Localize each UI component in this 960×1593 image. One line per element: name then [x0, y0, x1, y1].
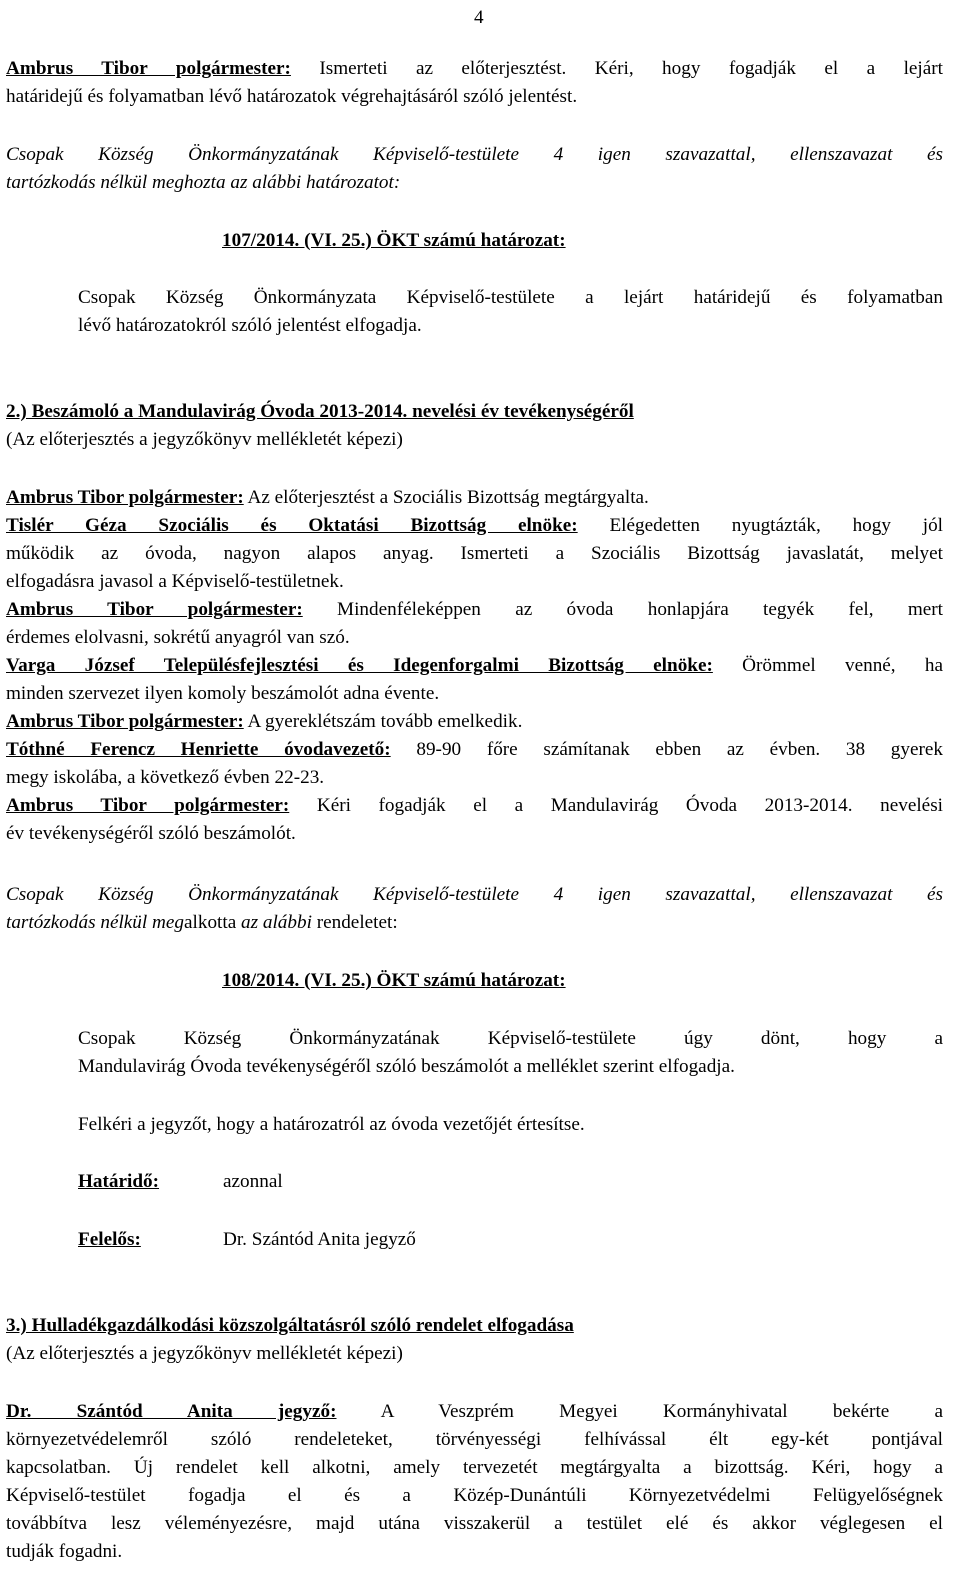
vote-text: tartózkodás nélkül meghozta az alábbi határozatot: [6, 172, 401, 193]
speaker-name: Tislér Géza Szociális és Oktatási Bizottság elnöke: [6, 515, 578, 536]
agenda-item-subtitle: (Az előterjesztés a jegyzőkönyv mellékletét képezi) [6, 1343, 403, 1364]
vote-text: Csopak Község Önkormányzatának Képviselő-testülete 4 igen szavazattal, ellenszavazat és [6, 884, 943, 905]
speaker-paragraph [6, 484, 943, 512]
vote-text: tartózkodás nélkül meg [6, 912, 184, 933]
deadline-value: azonnal [223, 1171, 283, 1192]
speech-text: elfogadásra javasol a Képviselő-testületnek. [6, 571, 344, 592]
resolution-body [78, 284, 943, 340]
page-number: 4 [474, 7, 484, 28]
speech-text: határidejű és folyamatban lévő határozatok végrehajtásáról szóló jelentést. [6, 86, 578, 107]
speaker-paragraph [6, 736, 943, 792]
vote-text: az alábbi [236, 912, 317, 933]
speech-text: tudják fogadni. [6, 1541, 123, 1562]
resolution-text: lévő határozatokról szóló jelentést elfogadja. [78, 315, 422, 336]
speech-text: Mindenféleképpen az óvoda honlapjára tegyék fel, mert [302, 599, 943, 620]
resolution-text: Csopak Község Önkormányzata Képviselő-testülete a lejárt határidejű és folyamatban [78, 287, 943, 308]
speech-text: Örömmel venné, ha [712, 655, 944, 676]
speech-text: A Veszprém Megyei Kormányhivatal bekérte a [336, 1401, 944, 1422]
speech-text: környezetvédelemről szóló rendeleteket, törvényességi felhívással élt egy-két pontjával [6, 1429, 943, 1450]
speech-text: érdemes elolvasni, sokrétű anyagról van szó. [6, 627, 350, 648]
speaker-name: Tóthné Ferencz Henriette óvodavezető: [6, 739, 391, 760]
speech-text: A gyereklétszám tovább emelkedik. [243, 711, 523, 732]
resolution-text: Csopak Község Önkormányzatának Képviselő-testülete úgy dönt, hogy a [78, 1028, 943, 1049]
speaker-paragraph [6, 708, 943, 736]
resolution-text: Mandulavirág Óvoda tevékenységéről szóló beszámolót a melléklet szerint elfogadja. [78, 1056, 735, 1077]
speech-text: Elégedetten nyugtázták, hogy jól [577, 515, 944, 536]
speech-text: 89-90 főre számítanak ebben az évben. 38 gyerek [390, 739, 943, 760]
agenda-item-subtitle: (Az előterjesztés a jegyzőkönyv mellékletét képezi) [6, 429, 403, 450]
agenda-item-title: 2.) Beszámoló a Mandulavirág Óvoda 2013-2014. nevelési év tevékenységéről [6, 401, 634, 422]
resolution-title: 107/2014. (VI. 25.) ÖKT számú határozat: [222, 230, 566, 251]
resolution-body [78, 1025, 943, 1081]
responsible-label: Felelős: [78, 1229, 141, 1250]
vote-statement [6, 141, 943, 197]
resolution-text: Felkéri a jegyzőt, hogy a határozatról az óvoda vezetőjét értesítse. [78, 1114, 585, 1135]
vote-statement [6, 881, 943, 937]
speaker-name: Varga József Településfejlesztési és Idegenforgalmi Bizottság elnöke: [6, 655, 713, 676]
speaker-name: Dr. Szántód Anita jegyző: [6, 1401, 337, 1422]
speech-text: év tevékenységéről szóló beszámolót. [6, 823, 296, 844]
speech-text: működik az óvoda, nagyon alapos anyag. Ismerteti a Szociális Bizottság javaslatát, melyet [6, 543, 943, 564]
speaker-name: Ambrus Tibor polgármester: [6, 58, 291, 79]
speaker-paragraph [6, 1398, 943, 1566]
speaker-name: Ambrus Tibor polgármester: [6, 795, 290, 816]
vote-text: alkotta [184, 912, 237, 933]
speaker-name: Ambrus Tibor polgármester: [6, 711, 244, 732]
speech-text: továbbítva lesz véleményezésre, majd utána visszakerül a testület elé és akkor véglegesen el [6, 1513, 943, 1534]
responsible-value: Dr. Szántód Anita jegyző [223, 1229, 416, 1250]
speaker-paragraph [6, 55, 943, 111]
speaker-paragraph [6, 652, 943, 708]
agenda-item-title: 3.) Hulladékgazdálkodási közszolgáltatásról szóló rendelet elfogadása [6, 1315, 574, 1336]
speech-text: Ismerteti az előterjesztést. Kéri, hogy fogadják el a lejárt [290, 58, 943, 79]
speech-text: Kéri fogadják el a Mandulavirág Óvoda 2013-2014. nevelési [289, 795, 943, 816]
speaker-paragraph [6, 792, 943, 848]
vote-text: rendeletet: [316, 912, 398, 933]
speaker-name: Ambrus Tibor polgármester: [6, 599, 303, 620]
speech-text: minden szervezet ilyen komoly beszámolót adna évente. [6, 683, 440, 704]
discussion-block [6, 484, 943, 848]
speech-text: megy iskolába, a következő évben 22-23. [6, 767, 325, 788]
speaker-name: Ambrus Tibor polgármester: [6, 487, 244, 508]
speaker-paragraph [6, 512, 943, 596]
vote-text: Csopak Község Önkormányzatának Képviselő-testülete 4 igen szavazattal, ellenszavazat és [6, 144, 943, 165]
deadline-label: Határidő: [78, 1171, 160, 1192]
resolution-title: 108/2014. (VI. 25.) ÖKT számú határozat: [222, 970, 566, 991]
speech-text: Képviselő-testület fogadja el és a Közép-Dunántúli Környezetvédelmi Felügyelőségnek [6, 1485, 943, 1506]
speech-text: Az előterjesztést a Szociális Bizottság megtárgyalta. [243, 487, 649, 508]
speech-text: kapcsolatban. Új rendelet kell alkotni, amely tervezetét megtárgyalta a bizottság. Kéri, hogy a [6, 1457, 943, 1478]
speaker-paragraph [6, 596, 943, 652]
